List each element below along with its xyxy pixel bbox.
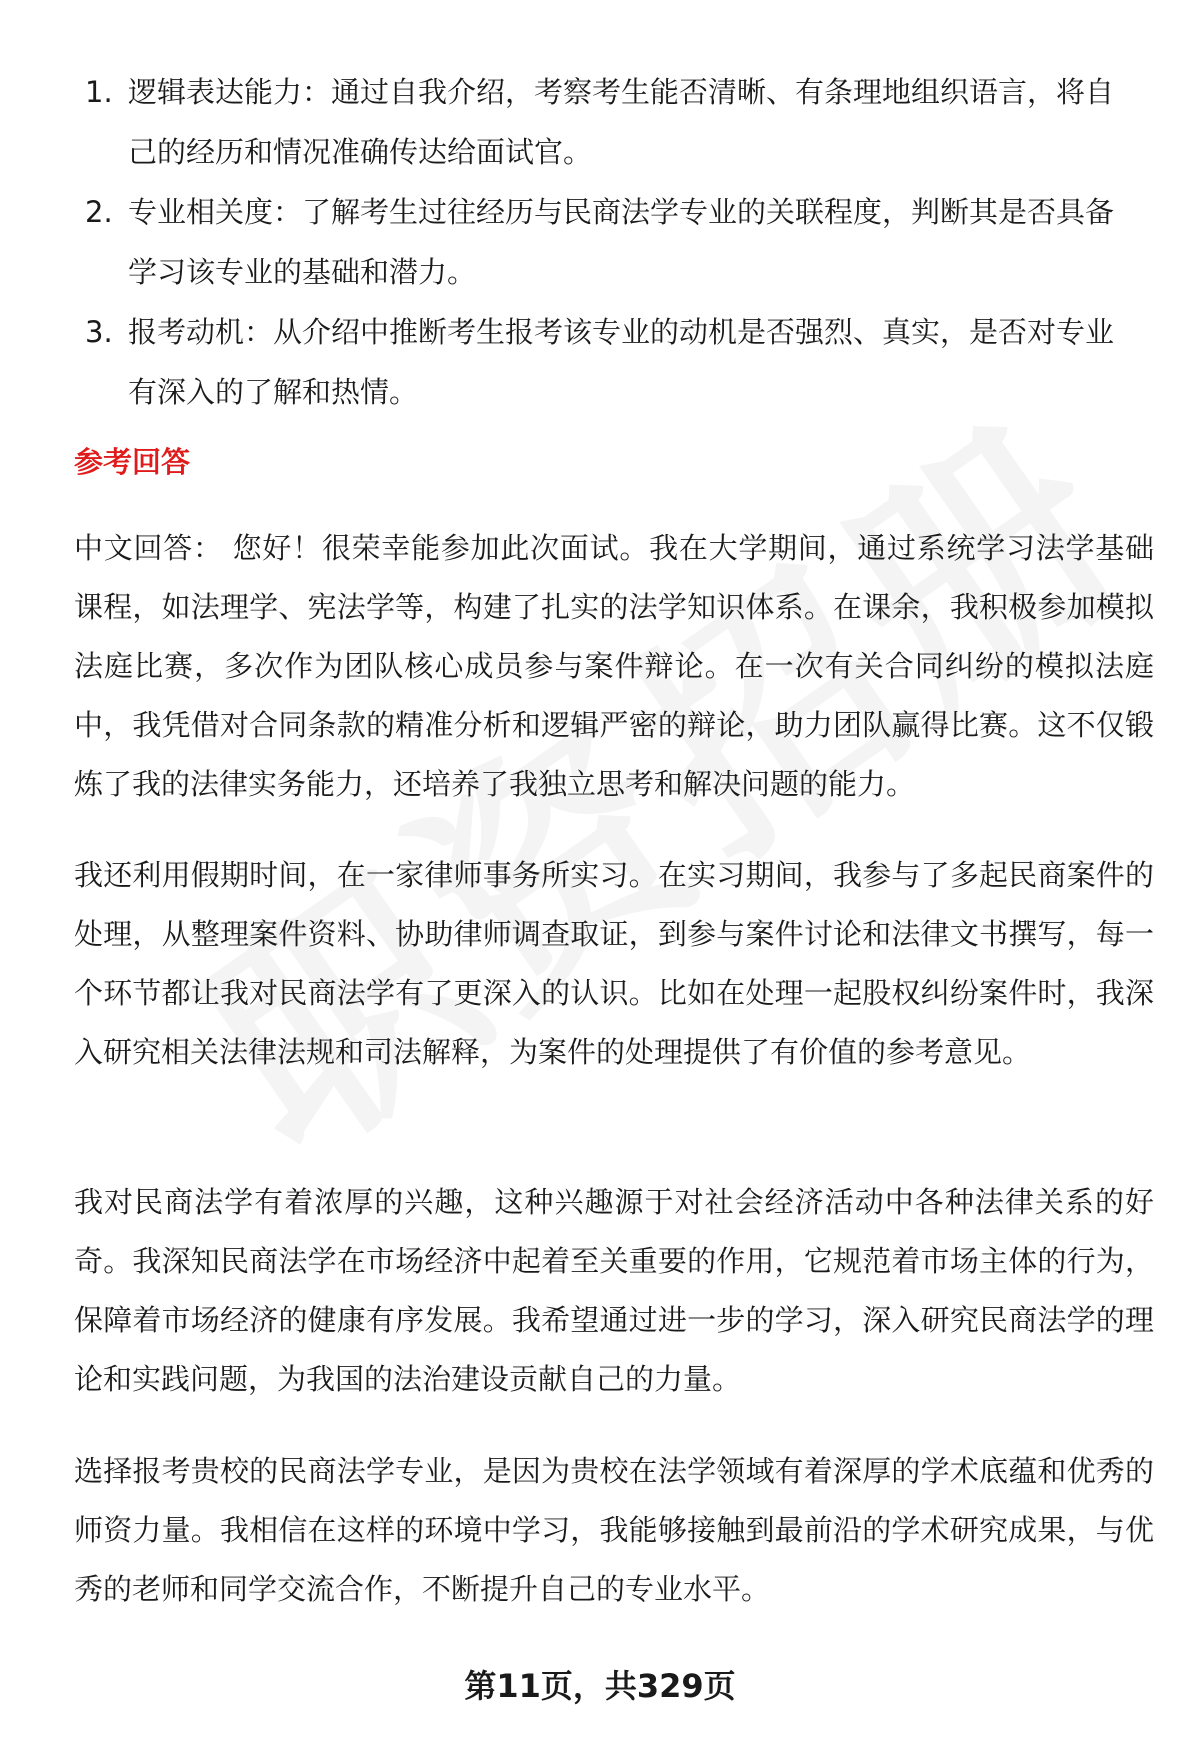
list-item-text: 专业相关度：了解考生过往经历与民商法学专业的关联程度，判断其是否具备学习该专业的基础和潜力。: [128, 195, 1115, 289]
evaluation-criteria-list: [82, 62, 1142, 422]
answer-paragraph: 中文回答： 您好！很荣幸能参加此次面试。我在大学期间，通过系统学习法学基础课程，如法理学、宪法学等，构建了扎实的法学知识体系。在课余，我积极参加模拟法庭比赛，多次作为团队核心成员参与案件辩论。在一次有关合同纠纷的模拟法庭中，我凭借对合同条款的精准分析和逻辑严密的辩论，助力团队赢得比赛。这不仅锻炼了我的法律实务能力，还培养了我独立思考和解决问题的能力。: [74, 531, 1154, 801]
section-title: 参考回答: [74, 445, 191, 479]
list-item: [82, 182, 1142, 302]
answer-paragraph: 我对民商法学有着浓厚的兴趣，这种兴趣源于对社会经济活动中各种法律关系的好奇。我深知民商法学在市场经济中起着至关重要的作用，它规范着市场主体的行为，保障着市场经济的健康有序发展。我希望通过进一步的学习，深入研究民商法学的理论和实践问题，为我国的法治建设贡献自己的力量。: [74, 1185, 1154, 1396]
list-item-number: 2.: [85, 195, 113, 229]
list-item: [82, 62, 1142, 182]
answer-paragraph: 我还利用假期时间，在一家律师事务所实习。在实习期间，我参与了多起民商案件的处理，从整理案件资料、协助律师调查取证，到参与案件讨论和法律文书撰写，每一个环节都让我对民商法学有了更深入的认识。比如在处理一起股权纠纷案件时，我深入研究相关法律法规和司法解释，为案件的处理提供了有价值的参考意见。: [74, 858, 1154, 1069]
list-item: [82, 302, 1142, 422]
list-item-text: 报考动机：从介绍中推断考生报考该专业的动机是否强烈、真实，是否对专业有深入的了解和热情。: [128, 315, 1115, 409]
list-item-number: 1.: [85, 75, 113, 109]
answer-paragraph: 选择报考贵校的民商法学专业，是因为贵校在法学领域有着深厚的学术底蕴和优秀的师资力量。我相信在这样的环境中学习，我能够接触到最前沿的学术研究成果，与优秀的老师和同学交流合作，不断提升自己的专业水平。: [74, 1454, 1154, 1606]
list-item-number: 3.: [85, 315, 113, 349]
page-number: 第11页，共329页: [464, 1667, 736, 1705]
list-item-text: 逻辑表达能力：通过自我介绍，考察考生能否清晰、有条理地组织语言，将自己的经历和情况准确传达给面试官。: [128, 75, 1115, 169]
